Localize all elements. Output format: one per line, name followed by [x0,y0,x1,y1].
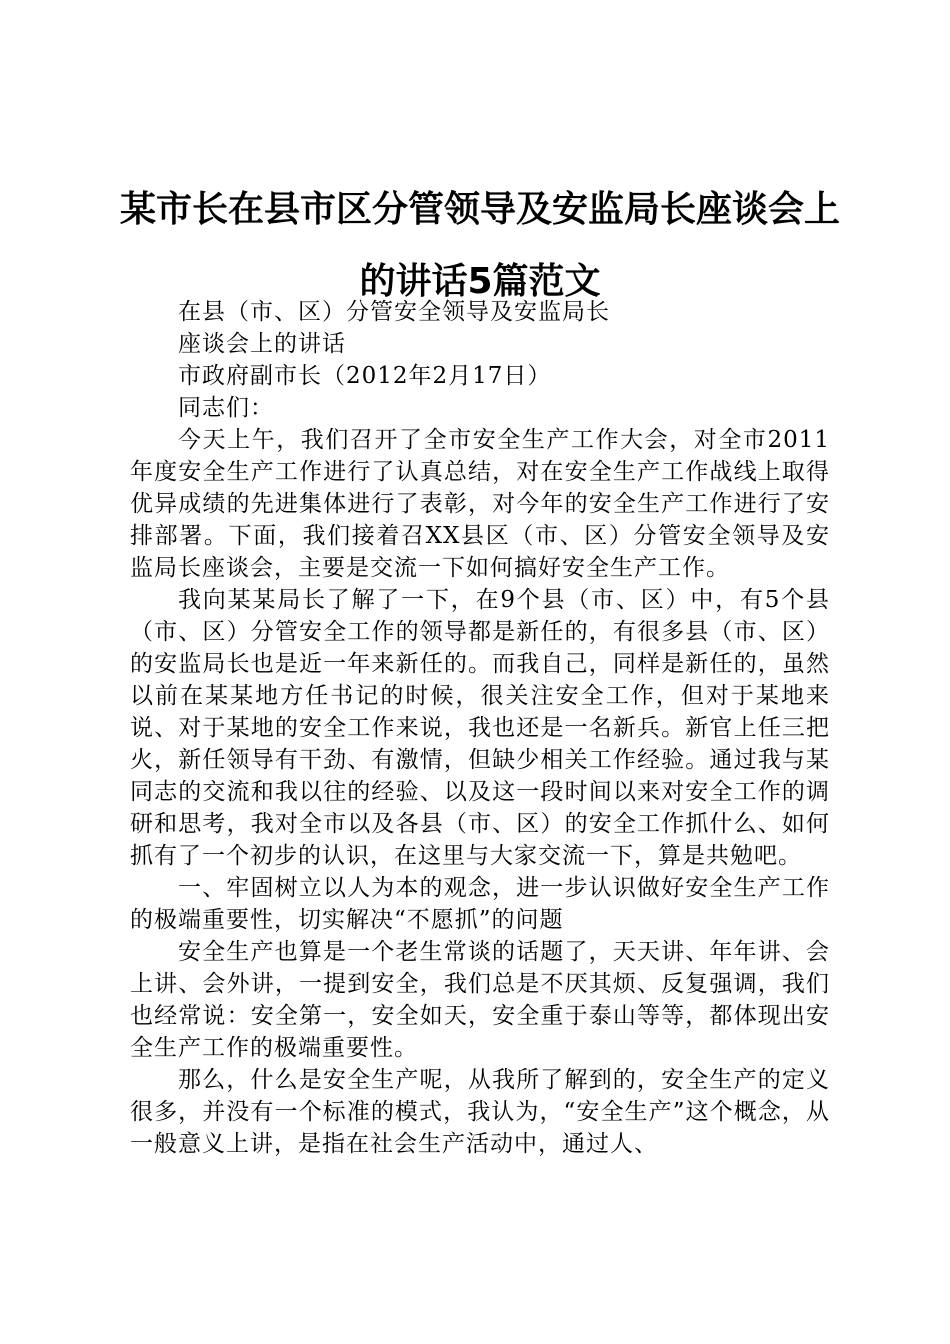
paragraph: 那么，什么是安全生产呢，从我所了解到的，安全生产的定义很多，并没有一个标准的模式，我认为，“安全生产”这个概念，从一般意义上讲，是指在社会生产活动中，通过人、 [130,1067,830,1157]
speech-heading-line-2: 座谈会上的讲话 [178,331,346,357]
paragraph: 今天上午，我们召开了全市安全生产工作大会，对全市2011年度安全生产工作进行了认真总结，对在安全生产工作战线上取得优异成绩的先进集体进行了表彰，对今年的安全生产工作进行了安排部署。下面，我们接着召XX县区（市、区）分管安全领导及安监局长座谈会，主要是交流一下如何搞好安全生产工作。 [130,427,830,581]
title-line-1: 某市长在县市区分管领导及安监局长座谈会上 [120,189,841,230]
speaker-line: 市政府副市长（2012年2月17日） [178,363,552,389]
salutation: 同志们： [178,395,274,421]
title-line-2: 的讲话5篇范文 [359,261,601,302]
paragraph: 我向某某局长了解了一下，在9个县（市、区）中，有5个县（市、区）分管安全工作的领导都是新任的，有很多县（市、区）的安监局长也是近一年来新任的。而我自己，同样是新任的，虽然以前在某某地方任书记的时候，很关注安全工作，但对于某地来说、对于某地的安全工作来说，我也还是一名新兵。新官上任三把火，新任领导有干劲、有激情，但缺少相关工作经验。通过我与某同志的交流和我以往的经验、以及这一段时间以来对安全工作的调研和思考，我对全市以及各县（市、区）的安全工作抓什么、如何抓有了一个初步的认识，在这里与大家交流一下，算是共勉吧。 [130,587,830,869]
speech-heading-line-1: 在县（市、区）分管安全领导及安监局长 [178,299,610,325]
paragraph: 安全生产也算是一个老生常谈的话题了，天天讲、年年讲、会上讲、会外讲，一提到安全，我们总是不厌其烦、反复强调，我们也经常说：安全第一，安全如天，安全重于泰山等等，都体现出安全生产工作的极端重要性。 [130,939,830,1061]
section-heading: 一、牢固树立以人为本的观念，进一步认识做好安全生产工作的极端重要性，切实解决“不愿抓”的问题 [130,875,830,933]
document-body [130,296,830,1160]
